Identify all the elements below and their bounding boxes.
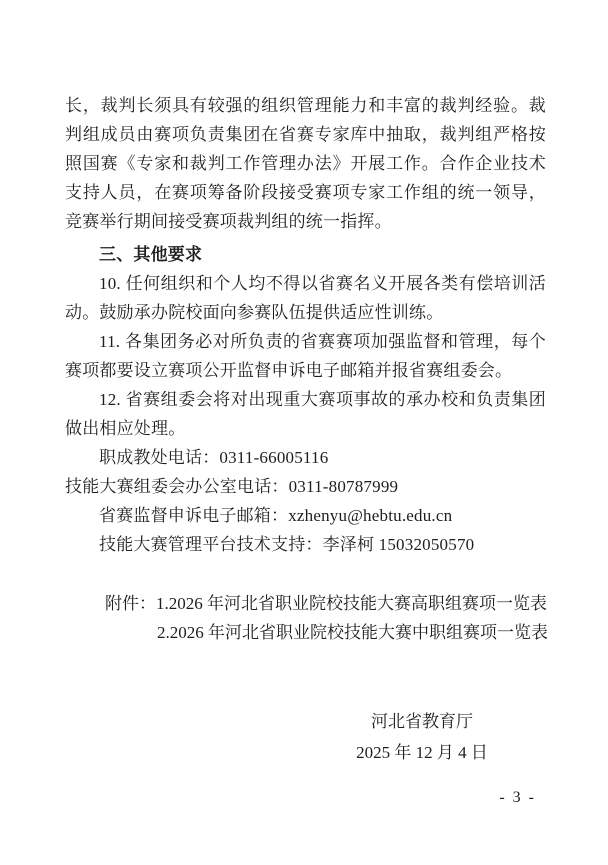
paragraph-item-11: 11. 各集团务必对所负责的省赛赛项加强监督和管理，每个赛项都要设立赛项公开监督申诉电子邮箱并报省赛组委会。 [65,332,546,380]
section-heading: 三、其他要求 [99,245,203,264]
document-body [65,91,546,559]
contact-line-committee-office-phone: 技能大赛组委会办公室电话：0311-80787999 [65,477,399,496]
contact-line-platform-support: 技能大赛管理平台技术支持：李泽柯 15032050570 [99,535,475,554]
paragraph-item-10: 10. 任何组织和个人均不得以省赛名义开展各类有偿培训活动。鼓励承办院校面向参赛队伍提供适应性训练。 [65,274,546,322]
paragraph-continuation: 长，裁判长须具有较强的组织管理能力和丰富的裁判经验。裁判组成员由赛项负责集团在省赛专家库中抽取，裁判组严格按照国赛《专家和裁判工作管理办法》开展工作。合作企业技术支持人员，在赛项筹备阶段接受赛项专家工作组的统一领导，竞赛举行期间接受赛项裁判组的统一指挥。 [65,96,546,231]
contact-line-supervision-email: 省赛监督申诉电子邮箱：xzhenyu@hebtu.edu.cn [99,506,453,525]
issue-date: 2025 年 12 月 4 日 [356,743,488,762]
attachments-block [65,589,575,647]
signature-block [322,706,522,768]
issuer-name: 河北省教育厅 [371,712,473,731]
contact-line-vocational-education-office-phone: 职成教处电话：0311-66005116 [99,448,329,467]
page-number: - 3 - [499,789,536,806]
attachment-item-2: 2.2026 年河北省职业院校技能大赛中职组赛项一览表 [157,623,548,642]
paragraph-item-12: 12. 省赛组委会将对出现重大赛项事故的承办校和负责集团做出相应处理。 [65,390,546,438]
attachment-item-1: 附件：1.2026 年河北省职业院校技能大赛高职组赛项一览表 [105,594,547,613]
